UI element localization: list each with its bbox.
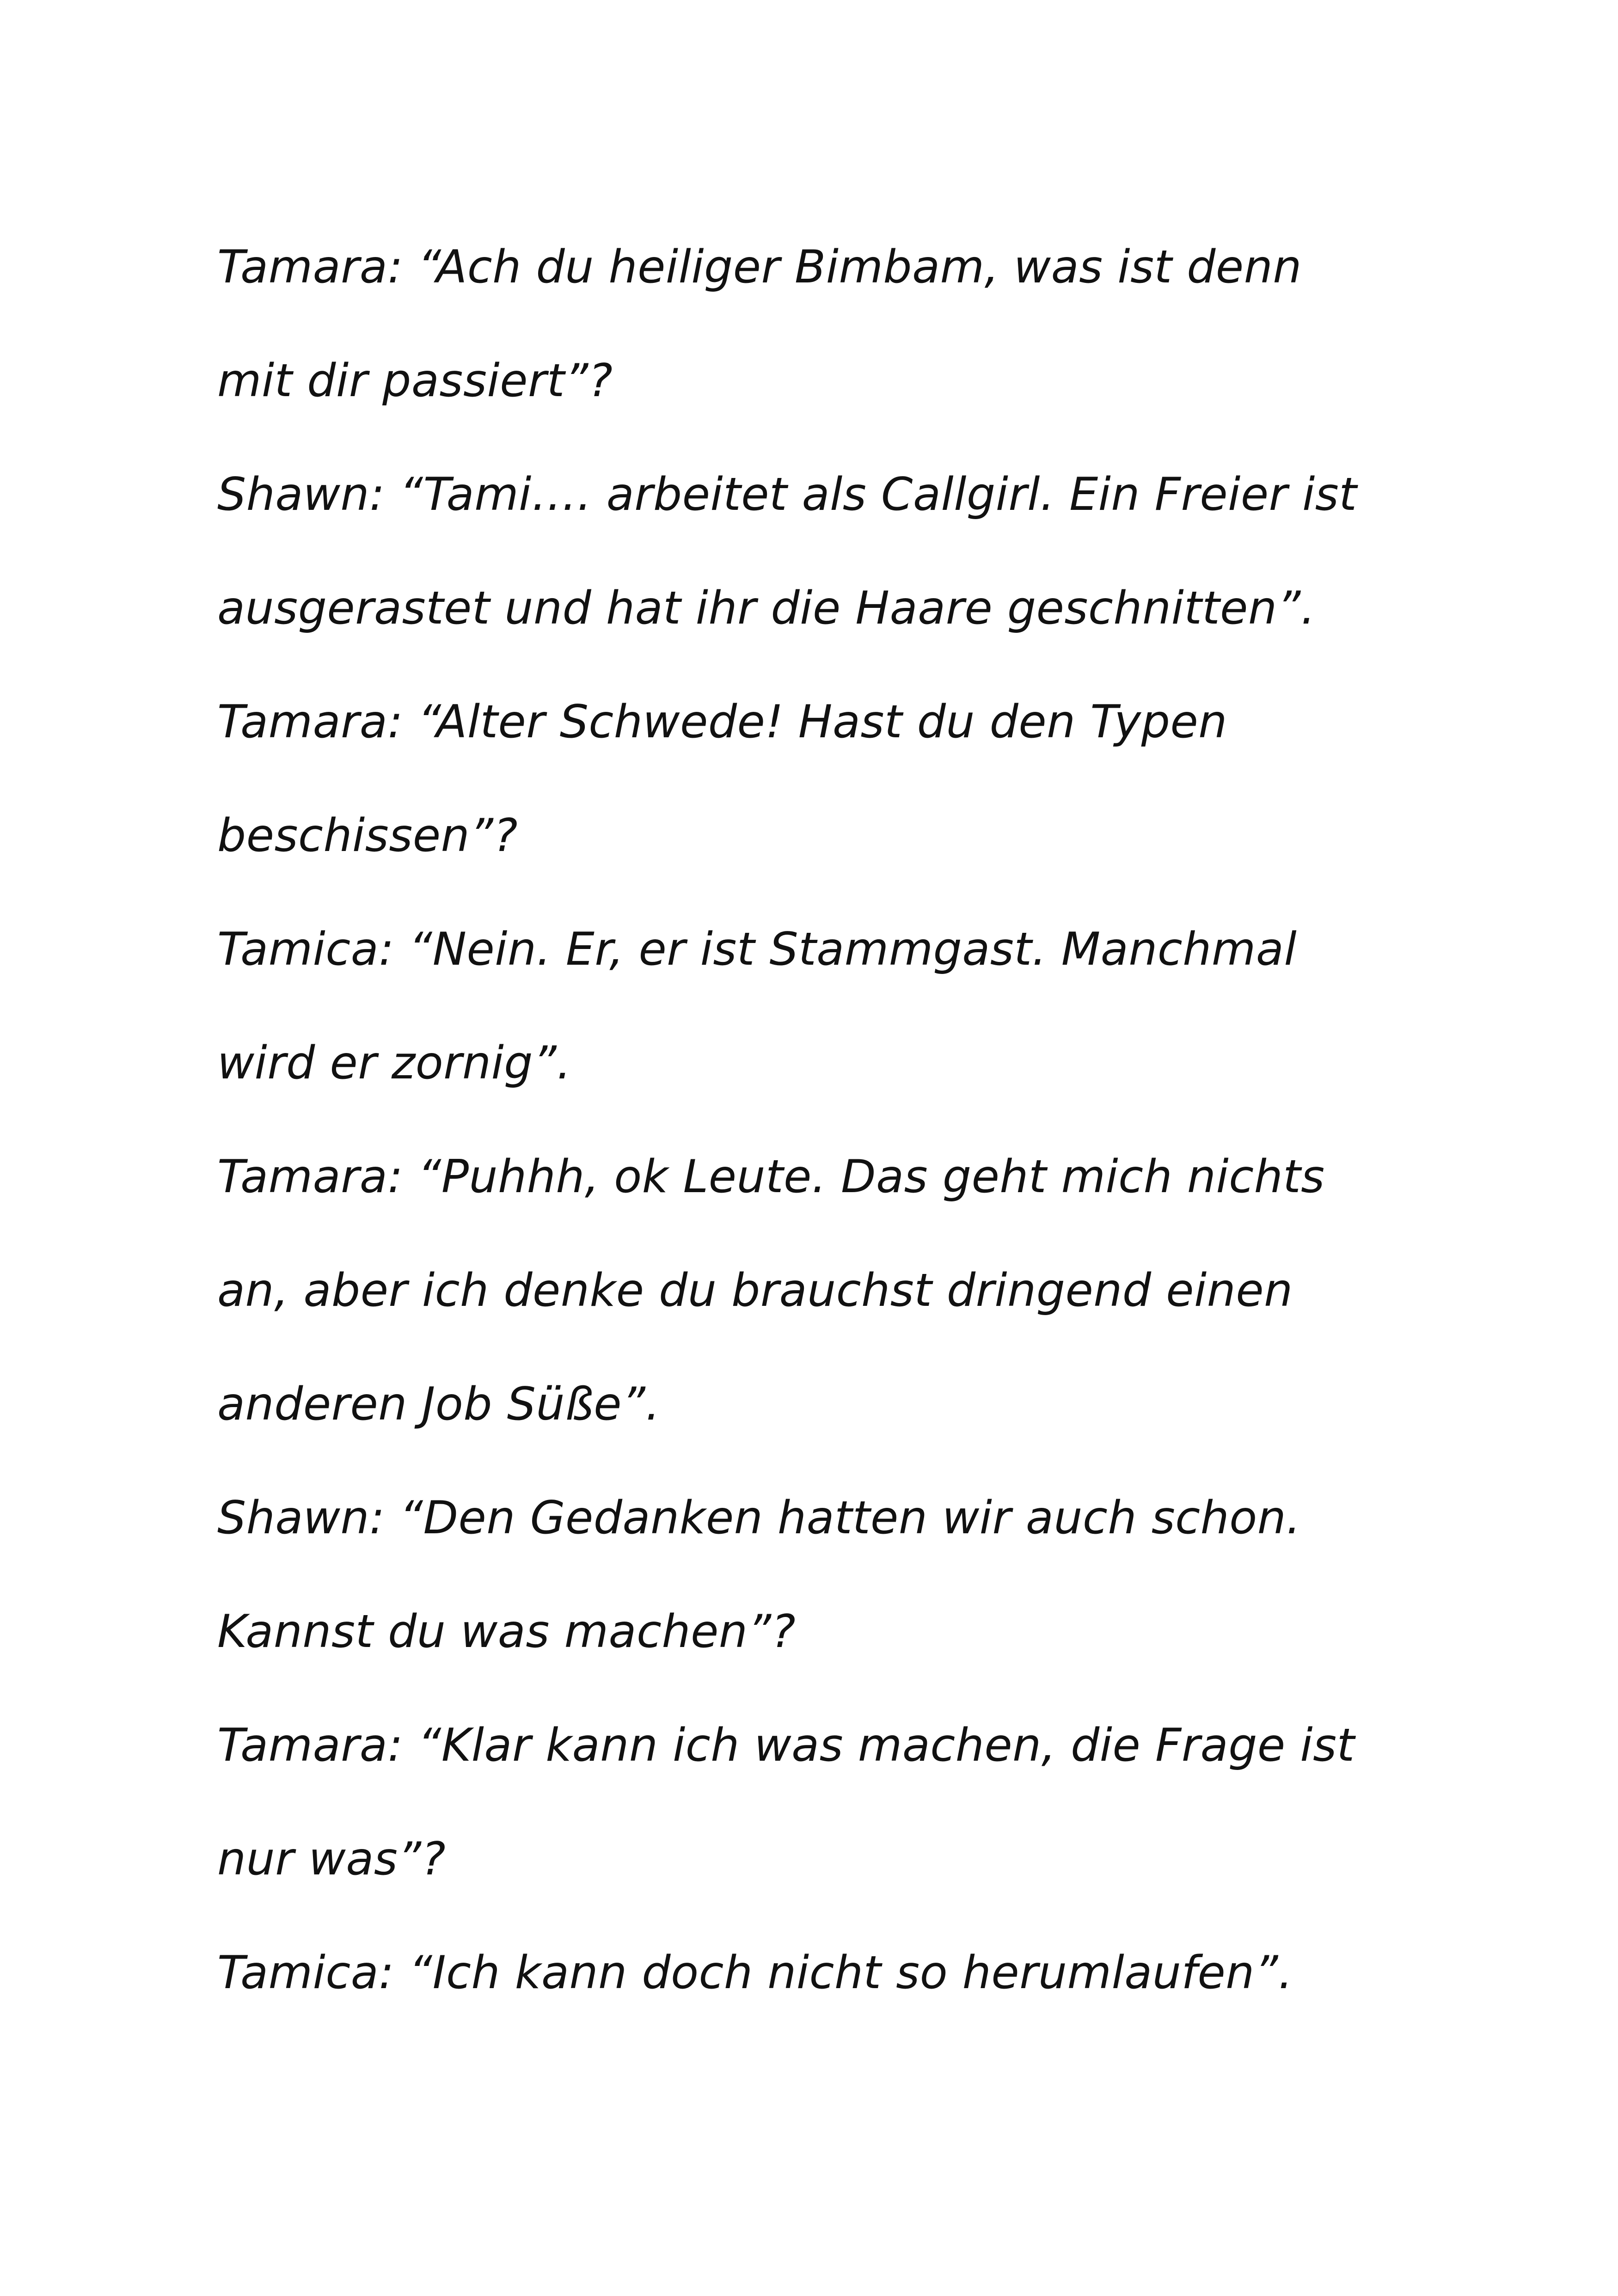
text-line: mit dir passiert”? [217,355,613,407]
text-line: ausgerastet und hat ihr die Haare geschnitten”. [217,582,1316,635]
text-line: Tamara: “Ach du heiliger Bimbam, was ist denn [217,241,1302,294]
text-line: Shawn: “Den Gedanken hatten wir auch schon. [217,1492,1301,1544]
text-line: an, aber ich denke du brauchst dringend einen [217,1264,1293,1317]
text-line: nur was”? [217,1833,446,1886]
text-line: Shawn: “Tami…. arbeitet als Callgirl. Ein Freier ist [217,468,1357,521]
text-line: Kannst du was machen”? [217,1605,796,1658]
text-line: beschissen”? [217,809,518,862]
text-line: Tamara: “Klar kann ich was machen, die Frage ist [217,1719,1355,1772]
text-line: wird er zornig”. [217,1037,571,1090]
text-line: Tamara: “Puhhh, ok Leute. Das geht mich nichts [217,1151,1325,1203]
text-line: anderen Job Süße”. [217,1378,660,1431]
text-line: Tamica: “Ich kann doch nicht so herumlaufen”. [217,1947,1293,1999]
dialogue-text [217,210,1419,2030]
text-line: Tamara: “Alter Schwede! Hast du den Typen [217,696,1227,748]
text-line: Tamica: “Nein. Er, er ist Stammgast. Manchmal [217,923,1297,976]
